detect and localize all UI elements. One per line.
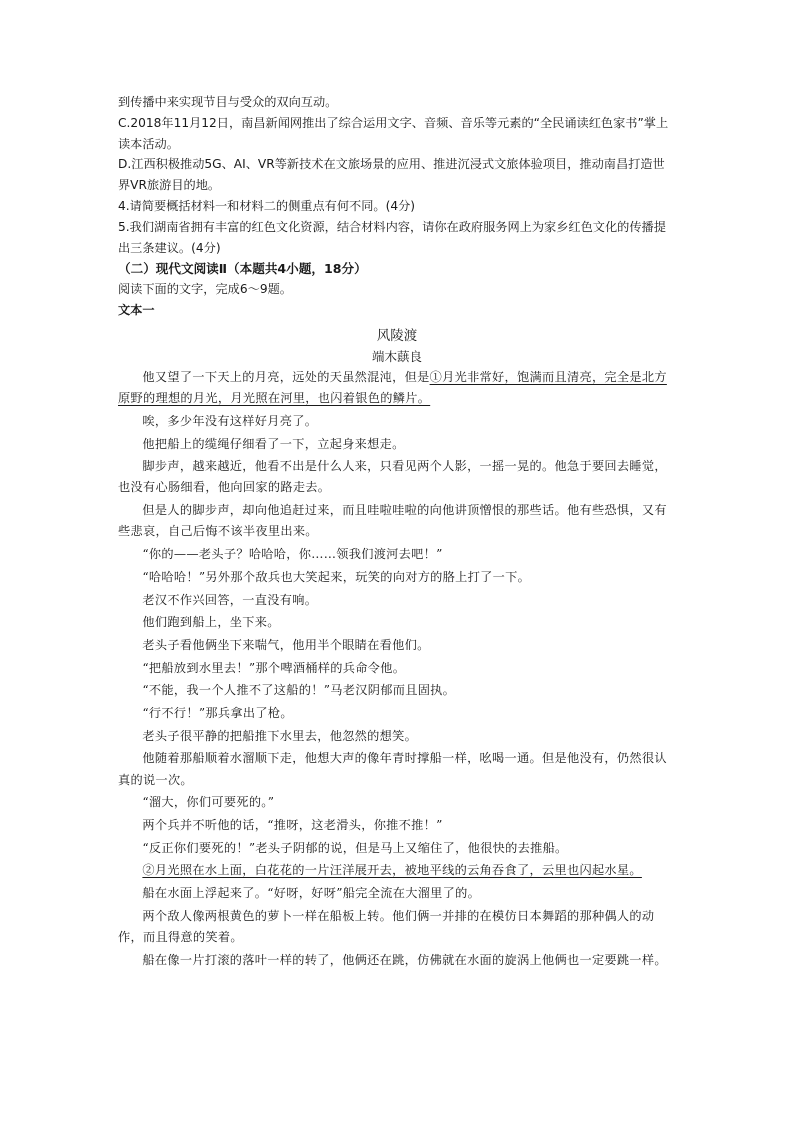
underlined-sentence-2: ②月光照在水上面，白花花的一片汪洋展开去，被地平线的云角吞食了，云里也闪起水星。 <box>142 863 642 878</box>
story-paragraph: 船在水面上浮起来了。“好呀，好呀”船完全流在大溜里了的。 <box>142 886 481 901</box>
story-paragraph: 他们跑到船上，坐下来。 <box>142 615 280 630</box>
material-option-c: C.2018年11月12日，南昌新闻网推出了综合运用文字、音频、音乐等元素的“全民诵读红色家书”掌上读本活动。 <box>118 115 669 151</box>
story-paragraph <box>118 860 676 881</box>
question-5: 5.我们湖南省拥有丰富的红色文化资源，结合材料内容，请你在政府服务网上为家乡红色文化的传播提出三条建议。(4分) <box>118 219 666 255</box>
story-paragraph: “溜大，你们可要死的。” <box>142 795 275 810</box>
material-option-d: D.江西积极推动5G、AI、VR等新技术在文旅场景的应用、推进沉浸式文旅体验项目，推动南昌打造世界VR旅游目的地。 <box>118 157 665 193</box>
story-paragraph: “哈哈哈！”另外那个敌兵也大笑起来，玩笑的向对方的胳上打了一下。 <box>142 569 531 584</box>
story-paragraph: “把船放到水里去！”那个啤酒桶样的兵命令他。 <box>142 660 406 675</box>
document-page <box>118 92 676 972</box>
story-title: 风陵渡 <box>376 327 418 344</box>
story-paragraph: 他随着那船顺着水溜顺下走，他想大声的像年青时撑船一样，吆喝一通。但是他没有，仍然很认真的说一次。 <box>118 751 667 787</box>
story-text: 他又望了一下天上的月亮，远处的天虽然混沌，但是 <box>142 369 430 384</box>
story-paragraph: “不能，我一个人推不了这船的！”马老汉阴郁而且固执。 <box>142 683 456 698</box>
material-line: 到传播中来实现节目与受众的双向互动。 <box>118 95 338 109</box>
story-paragraph: 老汉不作兴回答，一直没有响。 <box>142 592 318 607</box>
question-4: 4.请简要概括材料一和材料二的侧重点有何不同。(4分) <box>118 198 416 213</box>
story-paragraph: 唉，多少年没有这样好月亮了。 <box>142 413 318 428</box>
text-label: 文本一 <box>118 303 155 318</box>
story-paragraph: 两个兵并不听他的话，“推呀，这老滑头，你推不推！” <box>142 818 443 833</box>
story-paragraph: 但是人的脚步声，却向他追赶过来，而且哇啦哇啦的向他讲顶憎恨的那些话。他有些恐惧，又有些悲哀，自己后悔不该半夜里出来。 <box>118 503 667 539</box>
story-paragraph: 老头子看他俩坐下来喘气，他用半个眼睛在看他们。 <box>142 637 430 652</box>
story-body <box>118 367 676 971</box>
story-paragraph: 老头子很平静的把船推下水里去，他忽然的想笑。 <box>142 728 418 743</box>
story-paragraph: “反正你们要死的！”老头子阴郁的说，但是马上又缩住了，他很快的去推船。 <box>142 840 568 855</box>
story-paragraph: 两个敌人像两根黄色的萝卜一样在船板上转。他们俩一并排的在模仿日本舞蹈的那种偶人的动作，而且得意的笑着。 <box>118 908 655 945</box>
story-paragraph: 他把船上的缆绳仔细看了一下，立起身来想走。 <box>142 436 405 451</box>
story-paragraph: “你的——老头子？哈哈哈，你……领我们渡河去吧！” <box>142 547 443 562</box>
story-paragraph: 脚步声，越来越近，他看不出是什么人来，只看见两个人影，一摇一晃的。他急于要回去睡觉，也没有心肠细看，他向回家的路走去。 <box>118 459 667 495</box>
story-paragraph: “行不行！”那兵拿出了枪。 <box>142 706 293 721</box>
story-paragraph <box>118 367 676 409</box>
section-instruction: 阅读下面的文字，完成6～9题。 <box>118 282 292 297</box>
section-heading: （二）现代文阅读Ⅱ（本题共4小题，18分） <box>118 261 367 277</box>
story-paragraph: 船在像一片打滚的落叶一样的转了，他俩还在跳，仿佛就在水面的旋涡上他俩也一定要跳一样。 <box>142 952 667 967</box>
story-author: 端木蕻良 <box>371 348 422 364</box>
underlined-sentence-1: ①月光非常好，饱满而且清亮，完全是北方原野的理想的月光，月光照在河里，也闪着银色的鳞片。 <box>118 369 667 406</box>
